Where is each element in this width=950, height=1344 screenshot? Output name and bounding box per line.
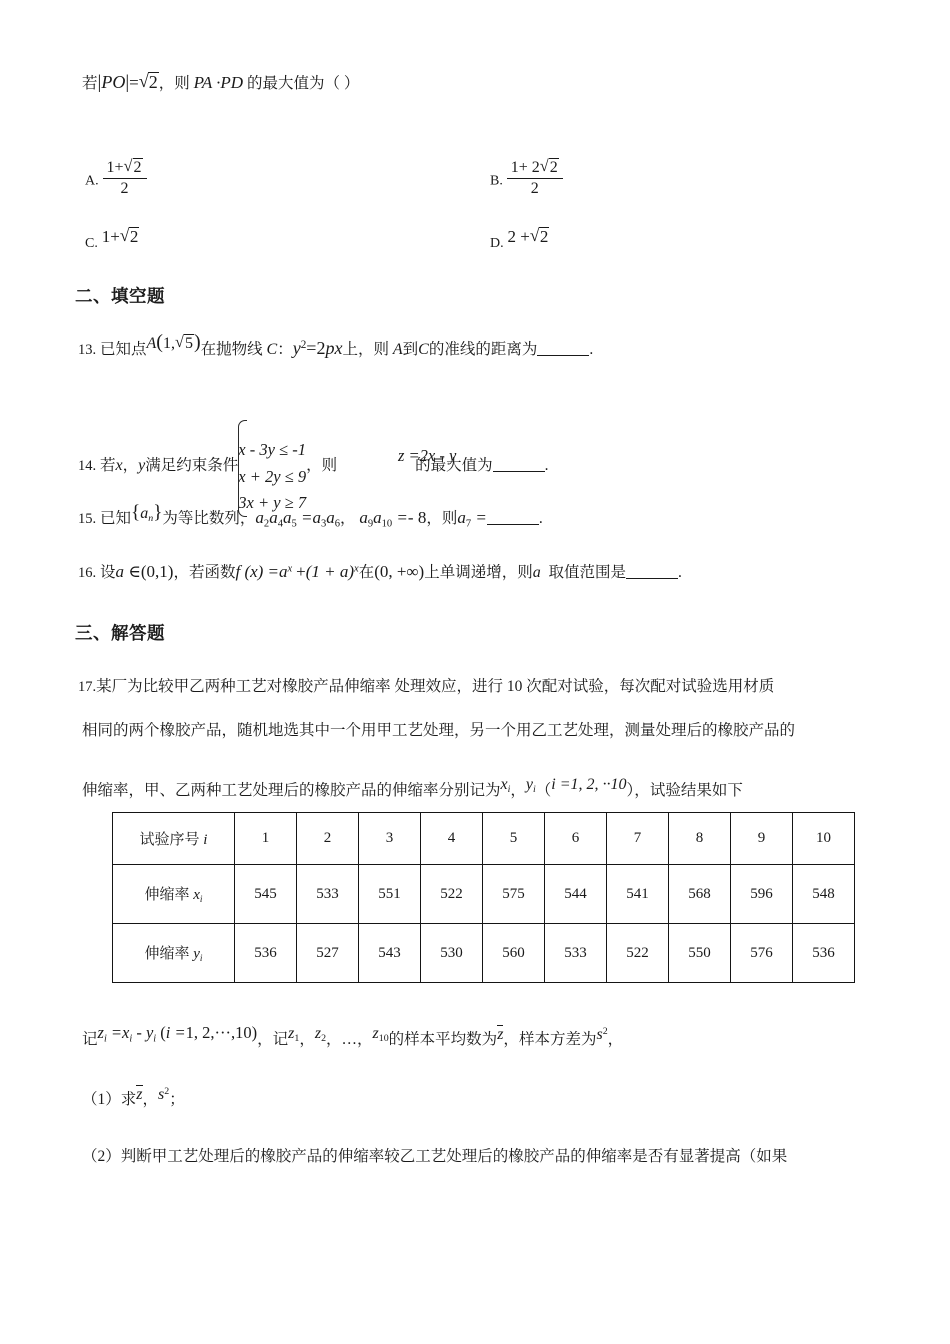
option-d-expression: [508, 227, 550, 246]
q17-s-base: s: [596, 1026, 603, 1043]
option-a-num-plain: 1+: [106, 158, 124, 176]
option-c-sqrt: [120, 227, 140, 247]
table-cell-x-2: 533: [297, 865, 359, 924]
q13-text-1: 已知点: [100, 341, 147, 358]
option-a-sqrt: [124, 158, 143, 178]
table-label-y-subscript: i: [199, 953, 203, 964]
table-cell-y-10: 536: [793, 924, 855, 983]
table-cell-y-9: 576: [731, 924, 793, 983]
table-cell-x-5: 575: [483, 865, 545, 924]
option-b-fraction: [507, 158, 563, 200]
q16-term1-exponent: x: [287, 563, 293, 575]
table-header-index-1: 1: [235, 813, 297, 865]
table-label-x-text: 伸缩率: [144, 887, 190, 904]
question-17-part-1: [82, 1085, 185, 1109]
q16-term-1: [279, 562, 292, 581]
q15-brace-close: }: [153, 502, 163, 523]
q13-text-4: 到: [402, 341, 419, 358]
q13-point-x: 1,: [162, 335, 175, 352]
q17-yi: $y_i$: [525, 776, 536, 796]
q13-c-label: C: [418, 341, 429, 358]
q16-comma: ，: [173, 564, 189, 581]
q13-paren-open: (: [156, 331, 163, 353]
section-heading-fill-in-blank: 二、填空题: [75, 286, 165, 306]
q17-z-def-formula: $z_i =x_i - y_i$ (i =1, 2,···,10): [97, 1023, 258, 1045]
option-b-sqrt: [540, 158, 559, 178]
q16-term2-base: (1 + a): [305, 562, 354, 581]
q12-po: PO: [101, 72, 126, 92]
option-b-denominator: 2: [530, 180, 539, 198]
option-c-expression: [102, 227, 140, 246]
q14-constraint-rows: [238, 420, 306, 517]
q13-eq-exponent: 2: [300, 339, 307, 352]
option-d-plain: 2 +: [507, 227, 530, 246]
q12-expression: PA ·PD: [193, 73, 244, 92]
q12-tail: 的最大值为（ ）: [246, 75, 360, 92]
table-header-label-text: 试验序号: [139, 832, 200, 848]
q12-then: 则: [174, 75, 190, 92]
table-label-y-base: y: [193, 946, 200, 963]
table-header-index-3: 3: [359, 813, 421, 865]
option-b-num-plain: 1+ 2: [510, 158, 540, 176]
q17-para-line-1: 某厂为比较甲乙两种工艺对橡胶产品伸缩率 处理效应，进行 10 次配对试验，每次配对试验选用材质: [96, 678, 775, 695]
q13-colon: ：: [277, 341, 293, 358]
q14-comma-1: ，: [122, 457, 139, 475]
table-cell-x-8: 568: [669, 865, 731, 924]
q17-index-range: i =1, 2, ··10: [551, 776, 627, 793]
q17-part2-text: 判断甲工艺处理后的橡胶产品的伸缩率较乙工艺处理后的橡胶产品的伸缩率是否有显著提高（如果: [120, 1148, 788, 1165]
q17-part1-zbar: z: [136, 1086, 143, 1103]
option-a-denominator: 2: [120, 180, 129, 198]
q15-comma-1: ，: [339, 510, 356, 527]
q14-constraint-2: x + 2y ≤ 9: [238, 466, 307, 486]
q15-comma-2: ，: [426, 510, 442, 527]
table-cell-y-7: 522: [607, 924, 669, 983]
q13-sqrt5: [175, 334, 194, 353]
q12-sqrt2: [139, 72, 159, 93]
q15-brace-open: {: [131, 502, 141, 523]
q16-text-5: 取值范围是: [548, 564, 626, 581]
q12-abs-close: |: [125, 72, 130, 93]
table-cell-y-8: 550: [669, 924, 731, 983]
q17-z1: z1: [288, 1025, 300, 1045]
q17-line3-paren-open: （: [535, 782, 552, 799]
table-header-label: [113, 813, 235, 865]
q15-period: .: [538, 510, 543, 527]
q13-paren-close: ): [193, 331, 201, 353]
q17-s-exponent: 2: [602, 1025, 608, 1037]
q13-text-2: 在抛物线: [200, 341, 263, 358]
question-17-part-2: [82, 1148, 787, 1165]
q12-equals: =: [129, 73, 139, 92]
q14-then: 则: [321, 457, 338, 475]
q14-number: 14.: [78, 458, 97, 475]
table-label-y: [113, 924, 235, 983]
option-a-label: A.: [85, 173, 99, 189]
table-cell-y-4: 530: [421, 924, 483, 983]
q16-period: .: [678, 564, 682, 581]
table-cell-x-10: 548: [793, 865, 855, 924]
q14-objective-function: z =2x - y: [398, 446, 457, 465]
q13-text-5: 的准线的距离为: [428, 341, 538, 358]
table-label-y-text: 伸缩率: [144, 946, 190, 963]
option-b[interactable]: [490, 160, 563, 202]
q17-after-comma-4: ，: [503, 1031, 519, 1048]
q17-part2-label: （2）: [82, 1148, 121, 1165]
q17-line3-text-2: 试验结果如下: [649, 782, 743, 799]
q15-then: 则: [441, 510, 458, 527]
q15-equation-1: a2a4a5 =a3a6: [255, 508, 340, 530]
q14-var-x: x: [115, 457, 123, 475]
experiment-data-table: [112, 812, 855, 983]
q15-text-2: 为等比数列，: [162, 510, 256, 527]
table-label-x-subscript: i: [199, 894, 203, 905]
section-heading-solution: 三、解答题: [75, 623, 165, 643]
q16-term1-base: a: [279, 562, 288, 581]
q17-part1-semicolon: ；: [169, 1091, 185, 1108]
option-b-numerator: [507, 158, 563, 180]
q17-after-comma-3: ，…，: [326, 1031, 373, 1048]
q17-xi: $x_i$: [500, 776, 511, 796]
q13-text-3: 上，则: [342, 341, 389, 358]
option-a-fraction: [103, 158, 147, 200]
q16-term2-exponent: x: [353, 563, 359, 575]
q15-number: 15.: [78, 511, 97, 527]
q17-number: 17.: [78, 679, 97, 695]
q15-answer-blank[interactable]: [487, 510, 539, 525]
q16-interval-2: (0, +∞): [374, 562, 425, 581]
option-a[interactable]: [85, 160, 147, 202]
table-cell-y-2: 527: [297, 924, 359, 983]
question-17-line-1: [78, 678, 774, 696]
q16-answer-blank[interactable]: [626, 564, 678, 579]
q15-sequence: [131, 502, 163, 525]
q17-after-text-3: 的样本平均数为: [388, 1031, 498, 1048]
q16-term-2: [306, 562, 359, 581]
table-cell-x-3: 551: [359, 865, 421, 924]
option-c-plain: 1+: [101, 227, 120, 246]
table-cell-x-7: 541: [607, 865, 669, 924]
option-d-label: D.: [490, 236, 504, 251]
q16-text-2: 若函数: [188, 564, 236, 581]
q13-period: .: [589, 341, 594, 358]
q14-text-3: 的最大值为: [415, 457, 493, 475]
q14-var-y: y: [138, 457, 146, 475]
q14-brace: [238, 420, 247, 517]
q17-z10: z10: [372, 1025, 389, 1045]
q13-number: 13.: [78, 342, 97, 358]
q14-comma-2: ，: [306, 457, 322, 475]
table-header-index-2: 2: [297, 813, 359, 865]
q15-seq-subscript: n: [148, 513, 154, 525]
q17-after-text-4: 样本方差为: [518, 1031, 597, 1048]
q14-text-2: 满足约束条件: [145, 457, 239, 475]
q17-part1-text: 求: [120, 1091, 137, 1108]
q16-a-label: a: [532, 564, 541, 581]
q17-z2: z2: [314, 1025, 327, 1045]
table-cell-x-1: 545: [235, 865, 297, 924]
q17-line3-paren-close: ），: [626, 782, 650, 799]
q13-eq-px: px: [325, 338, 343, 358]
table-header-label-i: i: [203, 832, 208, 848]
option-c[interactable]: [85, 227, 139, 252]
q17-part1-comma: ，: [142, 1091, 159, 1108]
q17-part1-s-squared: [158, 1086, 169, 1103]
q16-text-4: 上单调递增，则: [424, 564, 533, 581]
table-cell-y-6: 533: [545, 924, 607, 983]
q13-eq-rest: =2: [306, 338, 326, 358]
q16-number: 16.: [78, 565, 97, 581]
table-cell-y-1: 536: [235, 924, 297, 983]
q13-equation: [293, 338, 343, 358]
q12-stem-prefix: 若: [82, 75, 98, 92]
q14-constraint-system: [238, 420, 306, 517]
table-cell-x-6: 544: [545, 865, 607, 924]
q15-text-1: 已知: [100, 510, 132, 527]
q14-constraint-3: 3x + y ≥ 7: [238, 493, 307, 513]
table-row-y: [113, 924, 855, 983]
q17-part1-s-exponent: 2: [164, 1085, 170, 1097]
q13-curve-label: C: [266, 341, 278, 358]
q13-answer-blank[interactable]: [537, 341, 589, 356]
q16-interval-1: (0,1): [140, 562, 174, 581]
q14-answer-blank[interactable]: [493, 457, 545, 472]
q15-seq-a: a: [140, 505, 149, 522]
table-header-index-5: 5: [483, 813, 545, 865]
question-12-stem: [82, 72, 359, 94]
q13-sqrt5-radicand: 5: [184, 335, 193, 352]
option-a-sqrt-radicand: 2: [133, 158, 142, 176]
option-b-sqrt-radicand: 2: [549, 158, 558, 176]
question-13: [78, 331, 594, 359]
question-16: [78, 563, 682, 582]
table-header-index-8: 8: [669, 813, 731, 865]
table-label-x: [113, 865, 235, 924]
q17-line3-text-1: 伸缩率，甲、乙两种工艺处理后的橡胶产品的伸缩率分别记为: [82, 782, 501, 799]
table-header-index-4: 4: [421, 813, 483, 865]
table-header-index-10: 10: [793, 813, 855, 865]
q13-point: [146, 331, 201, 353]
option-b-label: B.: [490, 173, 503, 189]
question-14: [78, 418, 549, 515]
question-17-line-3: [82, 776, 743, 802]
table-cell-x-9: 596: [731, 865, 793, 924]
table-cell-x-4: 522: [421, 865, 483, 924]
table-header-index-6: 6: [545, 813, 607, 865]
option-d-sqrt-radicand: 2: [539, 227, 549, 246]
option-c-sqrt-radicand: 2: [129, 227, 139, 246]
q16-plus: +: [296, 562, 306, 581]
q14-text-1: 若: [100, 457, 116, 475]
table-label-x-base: x: [193, 887, 200, 904]
question-17-line-2: 相同的两个橡胶产品，随机地选其中一个用甲工艺处理，另一个用乙工艺处理，测量处理后的橡胶产品的: [82, 722, 796, 739]
q17-after-text-1: 记: [82, 1031, 98, 1048]
table-row-header: [113, 813, 855, 865]
option-d[interactable]: [490, 227, 549, 252]
q17-part1-label: （1）: [82, 1091, 121, 1108]
q16-a-in: a ∈: [115, 562, 141, 581]
q17-after-comma-5: ，: [607, 1031, 624, 1048]
q15-equation-2: a9a10 =- 8: [359, 508, 427, 530]
q12-comma: ，: [158, 75, 175, 92]
q16-text-1: 设: [100, 564, 116, 581]
q17-line3-comma: ，: [510, 782, 526, 799]
table-header-index-9: 9: [731, 813, 793, 865]
q13-eq-y: y: [292, 338, 301, 358]
q17-after-comma-1: ，: [257, 1031, 273, 1048]
table-row-x: [113, 865, 855, 924]
q17-after-text-2: 记: [272, 1031, 289, 1048]
q16-text-3: 在: [358, 564, 375, 581]
q16-function-def: f (x) =: [235, 562, 280, 581]
q14-period: .: [544, 457, 549, 475]
option-c-label: C.: [85, 236, 98, 251]
q13-a-label: A: [392, 341, 403, 358]
table-cell-y-5: 560: [483, 924, 545, 983]
question-17-z-definition: [82, 1023, 624, 1051]
q12-abs-open: |: [97, 72, 102, 93]
table-header-index-7: 7: [607, 813, 669, 865]
q17-after-comma-2: ，: [299, 1031, 315, 1048]
q13-point-name: A: [146, 335, 157, 352]
q17-part1-s-base: s: [158, 1086, 165, 1103]
q15-target: a7 =: [457, 508, 487, 530]
option-a-numerator: [103, 158, 147, 180]
q17-z-bar: z: [497, 1026, 504, 1043]
table-cell-y-3: 543: [359, 924, 421, 983]
q14-constraint-1: x - 3y ≤ -1: [238, 440, 306, 460]
q12-sqrt2-radicand: 2: [148, 72, 158, 92]
q17-s-squared: [596, 1026, 607, 1043]
option-d-sqrt: [530, 227, 550, 247]
